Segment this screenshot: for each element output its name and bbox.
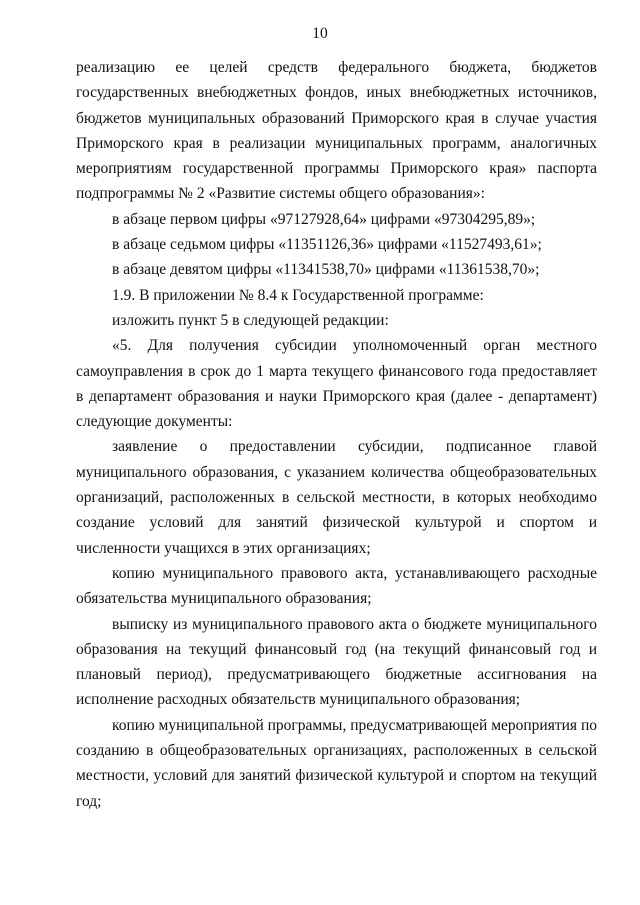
paragraph-program-copy: копию муниципальной программы, предусматривающей мероприятия по созданию в общеобразовательных организациях, расположенных в сельской местности, условий для занятий физической культурой и спортом на текущий год; [76, 716, 597, 810]
paragraph-amendment-seventh: в абзаце седьмом цифры «11351126,36» цифрами «11527493,61»; [112, 236, 542, 254]
paragraph-section-1-9: 1.9. В приложении № 8.4 к Государственной программе: [112, 286, 484, 304]
paragraph-amendment-first: в абзаце первом цифры «97127928,64» цифрами «97304295,89»; [112, 210, 536, 228]
paragraph-budget-extract: выписку из муниципального правового акта о бюджете муниципального образования на текущий финансовый год (на текущий финансовый год и плановый период), предусматривающего бюджетные ассигнования на исполнение расходных обязательств муниципального образования; [76, 615, 597, 709]
paragraph-application: заявление о предоставлении субсидии, подписанное главой муниципального образования, с указанием количества общеобразовательных организаций, расположенных в сельской местности, в которых необходимо создание условий для занятий физической культурой и спортом и численности учащихся в этих организациях; [76, 438, 597, 557]
paragraph-restate-point-5: изложить пункт 5 в следующей редакции: [112, 311, 389, 329]
document-body [76, 55, 597, 814]
paragraph-point-5: «5. Для получения субсидии уполномоченный орган местного самоуправления в срок до 1 марта текущего финансового года предоставляет в департамент образования и науки Приморского края (далее - департамент) следующие документы: [76, 337, 597, 431]
paragraph-passport-funding-sources: реализацию ее целей средств федерального бюджета, бюджетов государственных внебюджетных фондов, иных внебюджетных источников, бюджетов муниципальных образований Приморского края в случае участия Приморского края в реализации муниципальных программ, аналогичных мероприятиям государственной программы Приморского края» паспорта подпрограммы № 2 «Развитие системы общего образования»: [76, 59, 597, 203]
paragraph-legal-act-copy: копию муниципального правового акта, устанавливающего расходные обязательства муниципального образования; [76, 564, 597, 608]
page-number: 10 [312, 25, 328, 42]
paragraph-amendment-ninth: в абзаце девятом цифры «11341538,70» цифрами «11361538,70»; [112, 261, 540, 279]
